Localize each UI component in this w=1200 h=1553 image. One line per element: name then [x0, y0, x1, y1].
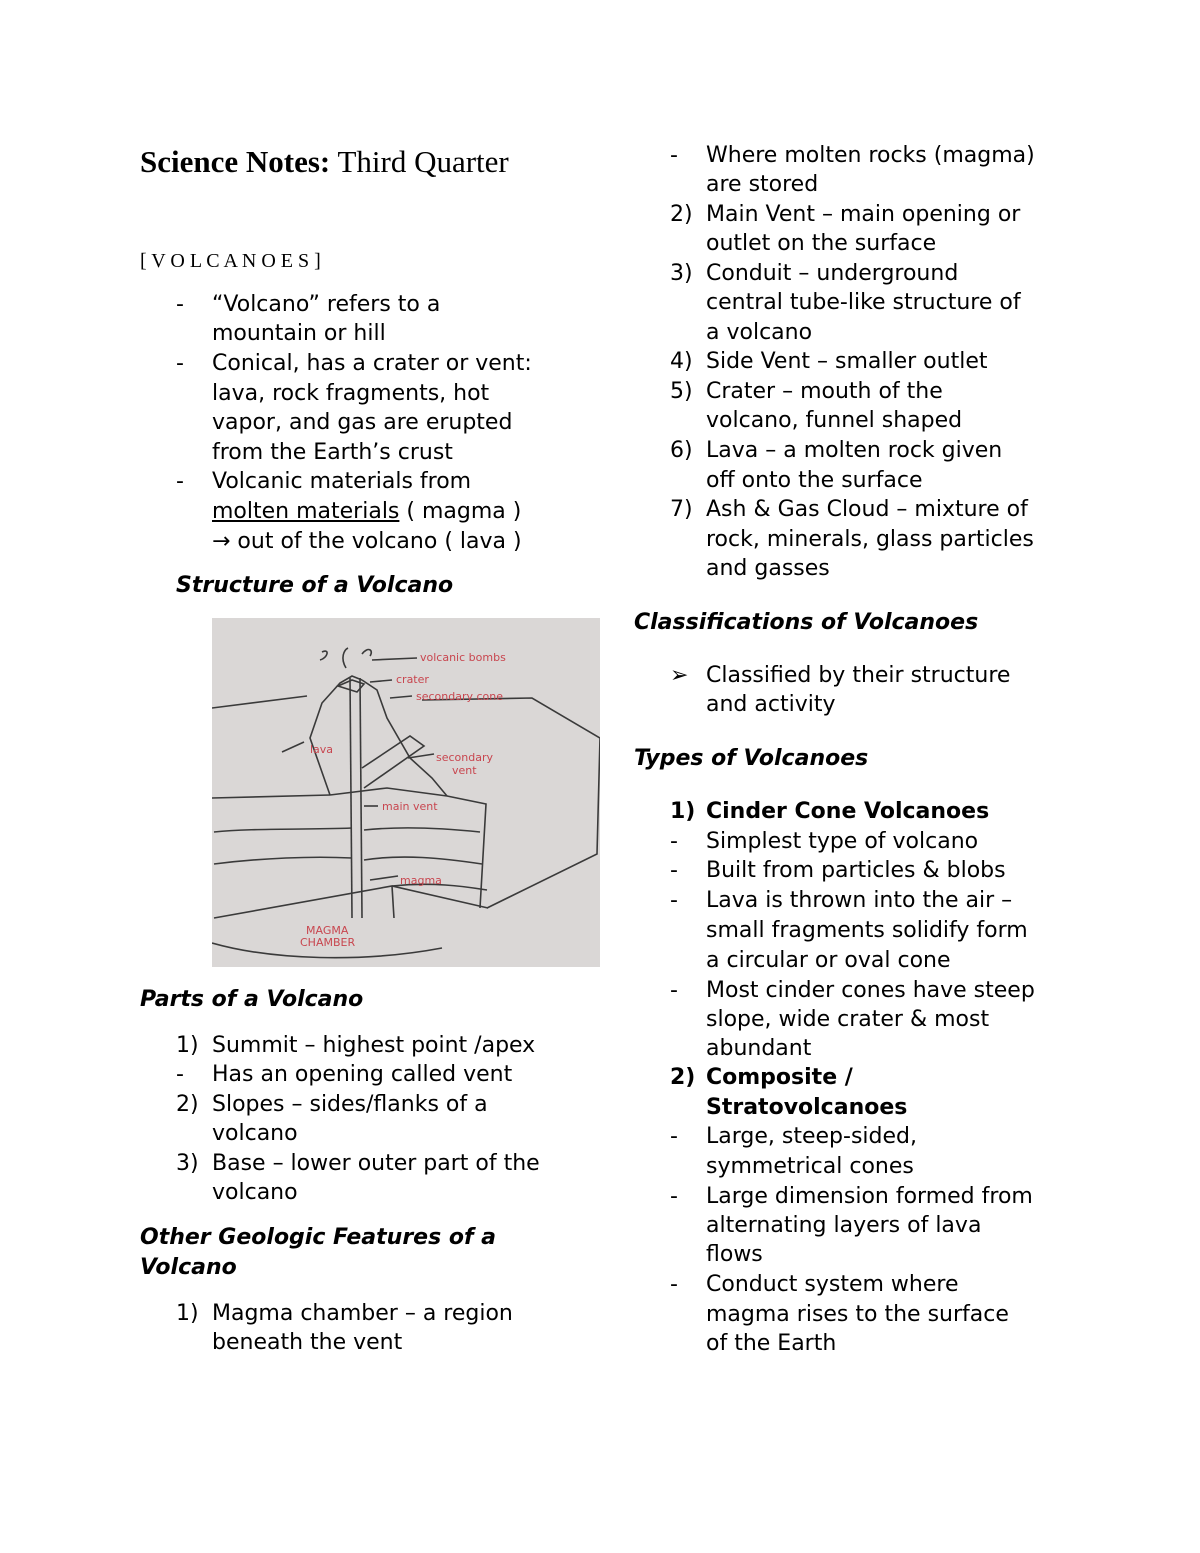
composite-item-a-line-2: symmetrical cones — [706, 1154, 914, 1179]
composite-item-b-line-3: flows — [706, 1242, 763, 1267]
geo-crater-line-2: volcano, funnel shaped — [706, 408, 963, 433]
bullet-marker: - — [670, 1184, 678, 1209]
underlined-term: molten materials — [212, 499, 400, 524]
intro-bullet-1-line-1: “Volcano” refers to a — [212, 292, 441, 317]
cinder-item-d-line-2: slope, wide crater & most — [706, 1007, 990, 1032]
geo-magma-chamber-line-1: Magma chamber – a region — [212, 1301, 513, 1326]
bullet-marker: - — [176, 292, 184, 317]
label-volcanic-bombs: volcanic bombs — [420, 651, 506, 664]
bullet-marker: - — [670, 1124, 678, 1149]
geo-conduit-line-2: central tube-like structure of — [706, 290, 1021, 315]
geo-side-vent: Side Vent – smaller outlet — [706, 349, 988, 374]
bullet-marker: - — [670, 858, 678, 883]
list-number: 2) — [176, 1092, 199, 1117]
list-number: 2) — [670, 1065, 696, 1090]
geo-magma-sub-line-1: Where molten rocks (magma) — [706, 143, 1035, 168]
arrow-bullet-icon: ➢ — [670, 663, 689, 688]
label-magma: magma — [400, 874, 442, 887]
cinder-item-d-line-3: abundant — [706, 1036, 812, 1061]
page-title: Science Notes: Third Quarter — [140, 144, 509, 179]
part-slopes-line-2: volcano — [212, 1121, 298, 1146]
geo-lava-line-2: off onto the surface — [706, 468, 923, 493]
intro-bullet-1-line-2: mountain or hill — [212, 321, 386, 346]
list-number: 1) — [176, 1033, 199, 1058]
list-number: 7) — [670, 497, 693, 522]
type-cinder-cone-title: Cinder Cone Volcanoes — [706, 799, 990, 824]
geo-lava-line-1: Lava – a molten rock given — [706, 438, 1003, 463]
diagram-background — [212, 618, 600, 967]
geo-ash-line-1: Ash & Gas Cloud – mixture of — [706, 497, 1028, 522]
composite-item-a-line-1: Large, steep-sided, — [706, 1124, 917, 1149]
arrow-icon: → — [212, 529, 231, 554]
list-number: 1) — [176, 1301, 199, 1326]
geo-crater-line-1: Crater – mouth of the — [706, 379, 943, 404]
class-bullet-line-2: and activity — [706, 692, 836, 717]
composite-item-b-line-1: Large dimension formed from — [706, 1184, 1033, 1209]
intro-bullet-3-line-3: → out of the volcano ( lava ) — [212, 529, 522, 554]
intro-bullet-3-line-1: Volcanic materials from — [212, 469, 472, 494]
list-number: 3) — [176, 1151, 199, 1176]
part-summit: Summit – highest point /apex — [212, 1033, 536, 1058]
part-base-line-1: Base – lower outer part of the — [212, 1151, 540, 1176]
label-main-vent: main vent — [382, 800, 438, 813]
composite-item-c-line-1: Conduct system where — [706, 1272, 959, 1297]
label-crater: crater — [396, 673, 429, 686]
structure-heading: Structure of a Volcano — [176, 573, 454, 598]
cinder-item-a: Simplest type of volcano — [706, 829, 979, 854]
list-number: 5) — [670, 379, 693, 404]
list-number: 6) — [670, 438, 693, 463]
intro-bullet-3-line-2: molten materials ( magma ) — [212, 499, 522, 524]
bullet-marker: - — [670, 888, 678, 913]
cinder-item-d-line-1: Most cinder cones have steep — [706, 978, 1035, 1003]
list-number: 1) — [670, 799, 696, 824]
section-label: [ V O L C A N O E S ] — [140, 250, 321, 272]
bullet-marker: - — [176, 469, 184, 494]
label-lava: lava — [310, 743, 334, 756]
bullet-marker: - — [670, 143, 678, 168]
label-magma-chamber-2: CHAMBER — [300, 936, 356, 949]
label-magma-chamber-1: MAGMA — [306, 924, 349, 937]
part-base-line-2: volcano — [212, 1180, 298, 1205]
cinder-item-b: Built from particles & blobs — [706, 858, 1006, 883]
volcano-diagram — [212, 618, 600, 967]
label-secondary-vent-1: secondary — [436, 751, 494, 764]
geo-main-vent-line-2: outlet on the surface — [706, 231, 937, 256]
intro-bullet-2-line-4: from the Earth’s crust — [212, 440, 453, 465]
geo-ash-line-3: and gasses — [706, 556, 830, 581]
part-summit-sub: Has an opening called vent — [212, 1062, 513, 1087]
intro-bullet-2-line-3: vapor, and gas are erupted — [212, 410, 513, 435]
geo-magma-chamber-line-2: beneath the vent — [212, 1330, 403, 1355]
composite-item-c-line-2: magma rises to the surface — [706, 1302, 1009, 1327]
bullet-marker: - — [670, 978, 678, 1003]
list-number: 3) — [670, 261, 693, 286]
part-slopes-line-1: Slopes – sides/flanks of a — [212, 1092, 488, 1117]
label-secondary-cone: secondary cone — [416, 690, 504, 703]
type-composite-title-line-1: Composite / — [706, 1065, 853, 1090]
intro-bullet-2-line-2: lava, rock fragments, hot — [212, 381, 490, 406]
label-secondary-vent-2: vent — [452, 764, 477, 777]
bullet-marker: - — [176, 351, 184, 376]
bullet-marker: - — [670, 1272, 678, 1297]
types-heading: Types of Volcanoes — [634, 746, 869, 771]
geo-conduit-line-3: a volcano — [706, 320, 813, 345]
cinder-item-c-line-3: a circular or oval cone — [706, 948, 951, 973]
geo-conduit-line-1: Conduit – underground — [706, 261, 959, 286]
bullet-marker: - — [670, 829, 678, 854]
geo-magma-sub-line-2: are stored — [706, 172, 819, 197]
intro-bullet-2-line-1: Conical, has a crater or vent: — [212, 351, 532, 376]
classifications-heading: Classifications of Volcanoes — [634, 610, 979, 635]
cinder-item-c-line-1: Lava is thrown into the air – — [706, 888, 1013, 913]
geo-heading-line-1: Other Geologic Features of a — [140, 1225, 497, 1250]
geo-heading-line-2: Volcano — [140, 1255, 237, 1280]
composite-item-c-line-3: of the Earth — [706, 1331, 837, 1356]
list-number: 4) — [670, 349, 693, 374]
composite-item-b-line-2: alternating layers of lava — [706, 1213, 982, 1238]
type-composite-title-line-2: Stratovolcanoes — [706, 1095, 908, 1120]
geo-ash-line-2: rock, minerals, glass particles — [706, 527, 1034, 552]
cinder-item-c-line-2: small fragments solidify form — [706, 918, 1028, 943]
geo-main-vent-line-1: Main Vent – main opening or — [706, 202, 1021, 227]
class-bullet-line-1: Classified by their structure — [706, 663, 1011, 688]
bullet-marker: - — [176, 1062, 184, 1087]
parts-heading: Parts of a Volcano — [140, 987, 364, 1012]
list-number: 2) — [670, 202, 693, 227]
